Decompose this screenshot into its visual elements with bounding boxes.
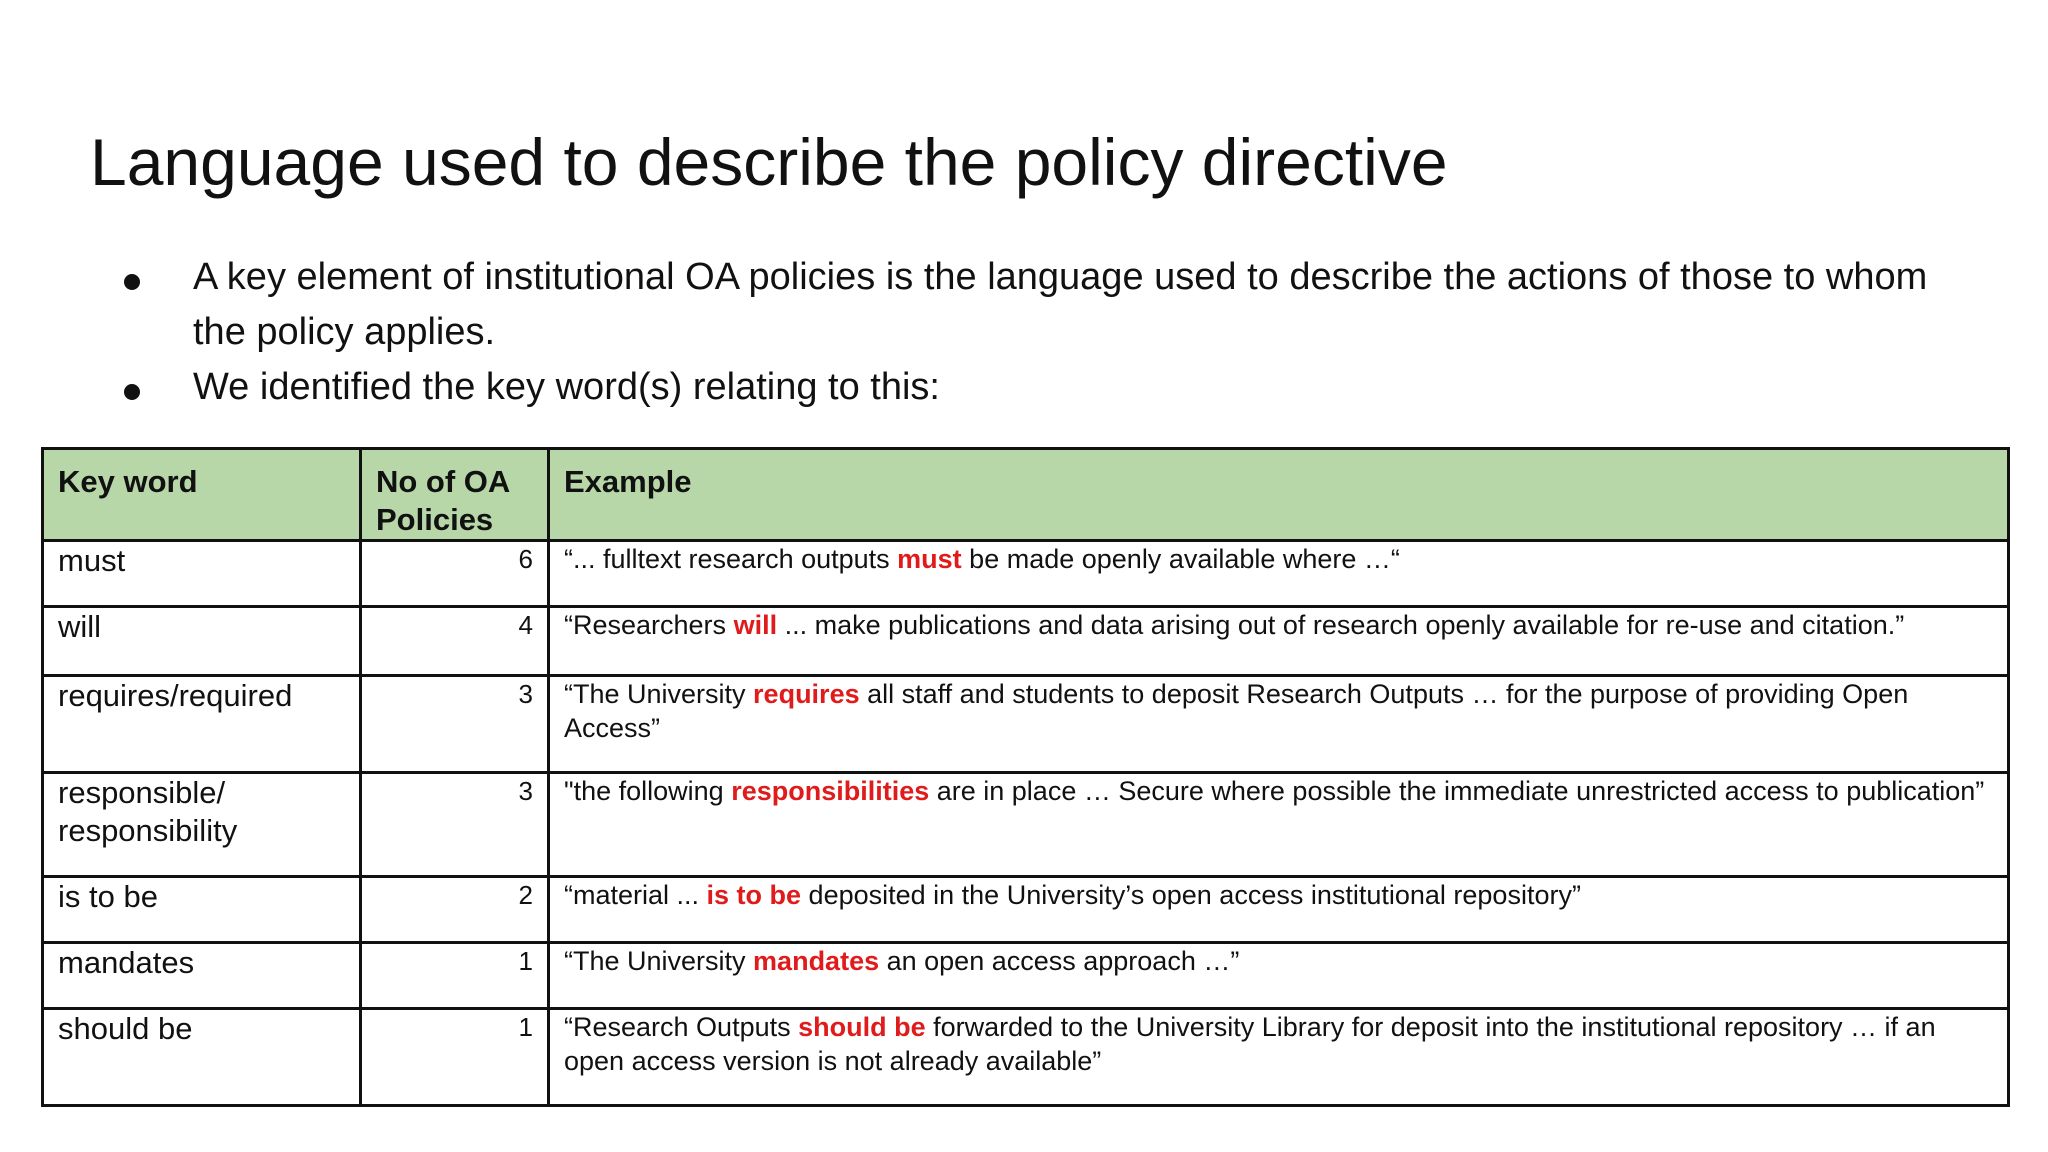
count-cell: 1: [361, 1009, 549, 1106]
bullet-text: A key element of institutional OA policies is the language used to describe the actions of those to whom the policy applies.: [193, 256, 1928, 353]
count-cell: 2: [361, 877, 549, 943]
example-cell: [549, 676, 2009, 773]
bullet-list: [112, 250, 1962, 415]
example-cell: [549, 943, 2009, 1009]
keyword-cell: requires/required: [43, 676, 361, 773]
header-example: Example: [549, 449, 2009, 541]
keyword-cell: will: [43, 607, 361, 676]
table-row: [43, 773, 2009, 877]
example-text: be made openly available where …“: [961, 544, 1400, 574]
example-text: “The University: [564, 679, 754, 709]
example-highlight: should be: [798, 1012, 926, 1042]
count-cell: 3: [361, 773, 549, 877]
count-cell: 3: [361, 676, 549, 773]
keyword-cell: must: [43, 541, 361, 607]
slide-title: Language used to describe the policy directive: [90, 125, 1448, 199]
table-row: [43, 541, 2009, 607]
table-row: [43, 676, 2009, 773]
example-highlight: requires: [753, 679, 860, 709]
bullet-text: We identified the key word(s) relating to this:: [193, 366, 940, 408]
keyword-cell: should be: [43, 1009, 361, 1106]
count-cell: 4: [361, 607, 549, 676]
table-row: [43, 943, 2009, 1009]
example-text: deposited in the University’s open access institutional repository”: [801, 880, 1581, 910]
example-cell: [549, 607, 2009, 676]
example-text: "the following: [564, 776, 732, 806]
example-text: an open access approach …”: [879, 946, 1240, 976]
example-highlight: responsibilities: [731, 776, 930, 806]
keyword-cell: mandates: [43, 943, 361, 1009]
example-text: “... fulltext research outputs: [564, 544, 898, 574]
example-text: ... make publications and data arising out of research openly available for re-use and citation.”: [777, 610, 1905, 640]
bullet-icon: [124, 274, 140, 290]
table-row: [43, 877, 2009, 943]
example-highlight: must: [897, 544, 962, 574]
example-cell: [549, 1009, 2009, 1106]
table-row: [43, 607, 2009, 676]
example-cell: [549, 773, 2009, 877]
count-cell: 1: [361, 943, 549, 1009]
count-cell: 6: [361, 541, 549, 607]
table-header-row: [43, 449, 2009, 541]
header-count: No of OA Policies: [361, 449, 549, 541]
example-text: forwarded to the University Library for deposit into the institutional repository … if an open access version is not already available”: [564, 1012, 1936, 1076]
example-text: “material ...: [564, 880, 707, 910]
example-highlight: is to be: [706, 880, 802, 910]
example-cell: [549, 877, 2009, 943]
bullet-icon: [124, 384, 140, 400]
example-text: “The University: [564, 946, 754, 976]
example-text: all staff and students to deposit Research Outputs … for the purpose of providing Open Access”: [564, 679, 1909, 743]
bullet-item: [112, 360, 1962, 415]
example-text: are in place … Secure where possible the immediate unrestricted access to publication”: [929, 776, 1985, 806]
bullet-item: [112, 250, 1962, 360]
header-keyword: Key word: [43, 449, 361, 541]
example-highlight: will: [733, 610, 778, 640]
example-cell: [549, 541, 2009, 607]
keyword-table: [41, 447, 2010, 1107]
example-text: “Researchers: [564, 610, 734, 640]
example-highlight: mandates: [753, 946, 880, 976]
keyword-cell: is to be: [43, 877, 361, 943]
table-row: [43, 1009, 2009, 1106]
example-text: “Research Outputs: [564, 1012, 799, 1042]
keyword-cell: responsible/ responsibility: [43, 773, 361, 877]
